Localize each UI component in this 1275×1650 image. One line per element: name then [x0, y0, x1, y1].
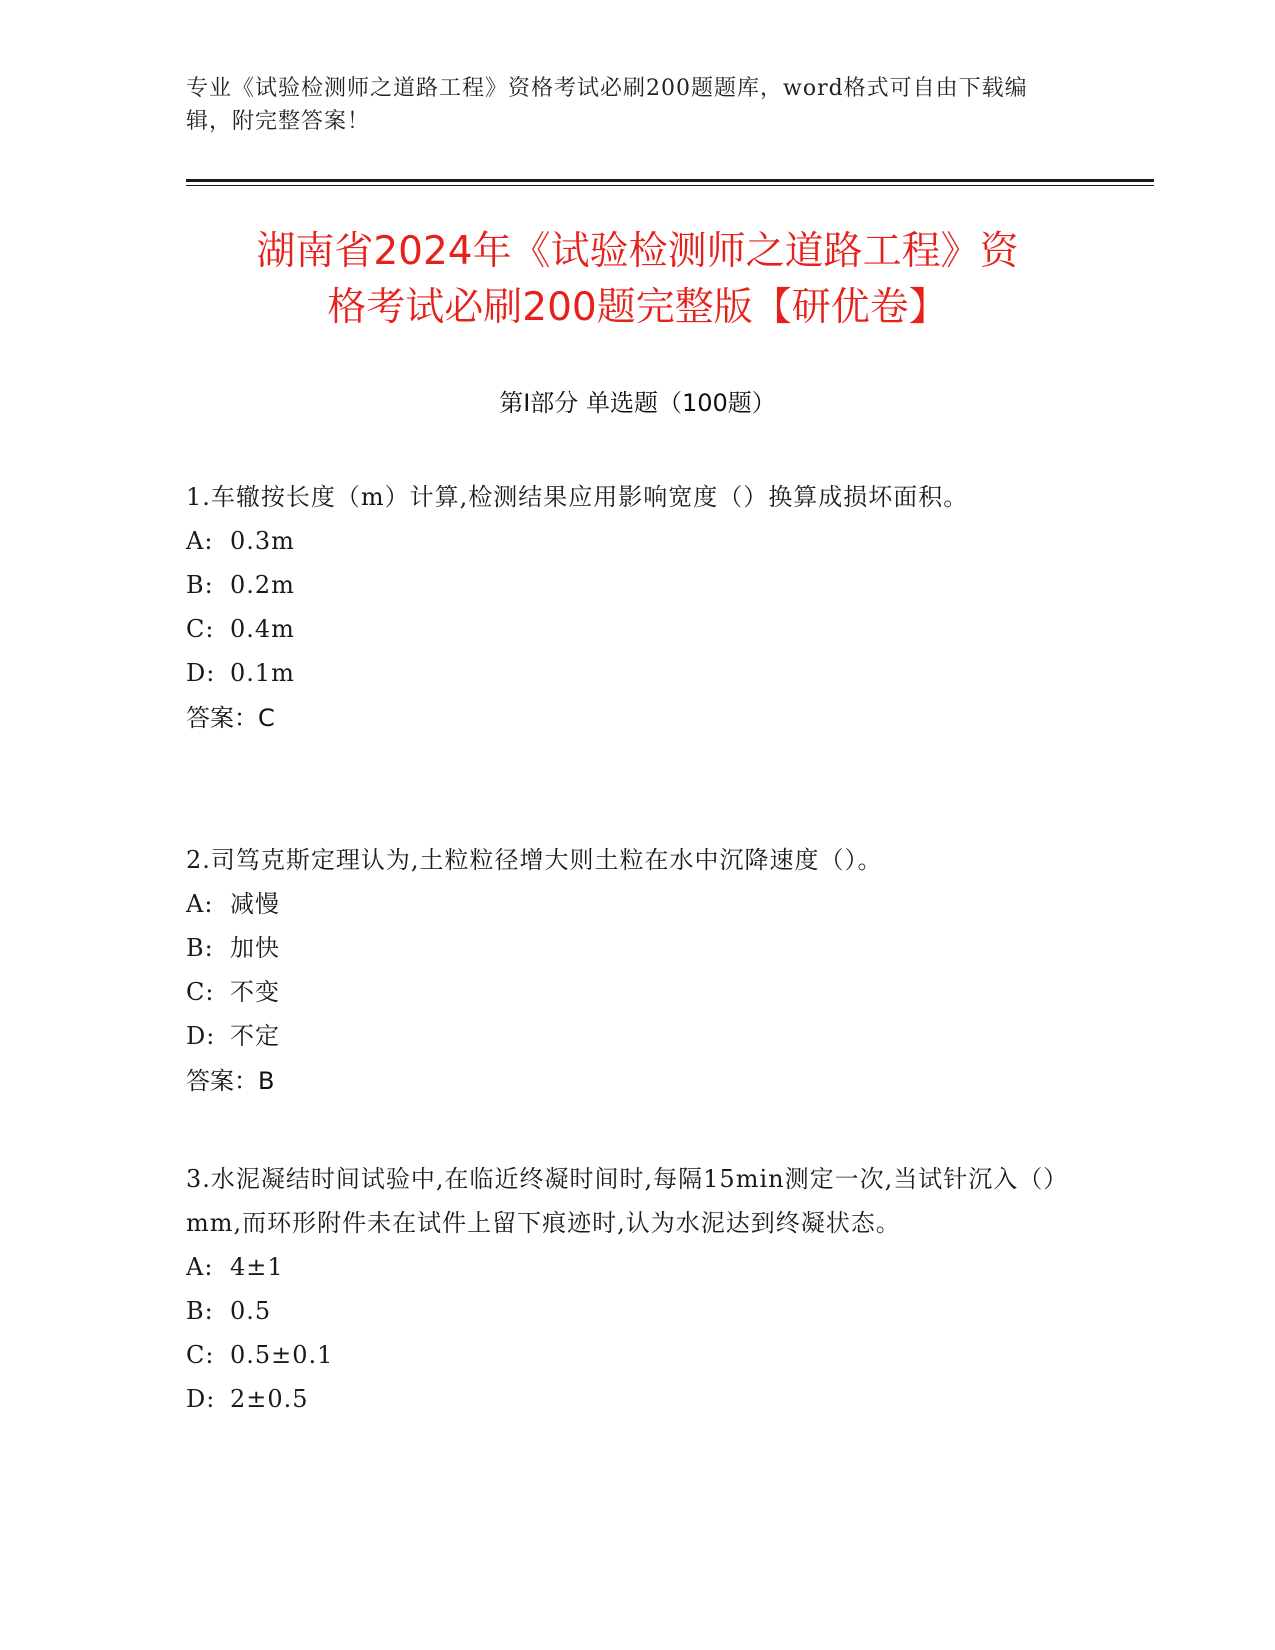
option-d [186, 1014, 1076, 1058]
option-value: 4±1 [230, 1253, 284, 1281]
document-title [150, 224, 1125, 336]
option-letter: C: [186, 615, 215, 643]
option-letter: A: [186, 527, 214, 555]
answer: 答案：C [186, 704, 275, 732]
question-text: 1.车辙按长度（m）计算,检测结果应用影响宽度（）换算成损坏面积。 [186, 483, 969, 511]
option-value: 2±0.5 [230, 1385, 309, 1413]
question-text: 2.司笃克斯定理认为,土粒粒径增大则土粒在水中沉降速度（）。 [186, 846, 883, 874]
option-value: 0.5 [230, 1297, 272, 1325]
option-a [186, 882, 1076, 926]
document-title-line-2: 格考试必刷200题完整版【研优卷】 [327, 285, 948, 330]
option-value: 0.1m [230, 659, 295, 687]
option-letter: B: [186, 571, 214, 599]
option-d [186, 1377, 1076, 1421]
header-note: 专业《试验检测师之道路工程》资格考试必刷200题题库，word格式可自由下载编辑，附完整答案！ [186, 76, 1028, 134]
option-value: 加快 [230, 934, 280, 962]
option-c [186, 607, 1076, 651]
header-divider-thin [186, 185, 1154, 186]
option-letter: B: [186, 1297, 214, 1325]
option-value: 不变 [230, 978, 280, 1006]
option-letter: C: [186, 978, 215, 1006]
option-letter: C: [186, 1341, 215, 1369]
option-a [186, 1245, 1076, 1289]
option-value: 0.2m [230, 571, 295, 599]
option-letter: D: [186, 659, 216, 687]
option-b [186, 1289, 1076, 1333]
option-a [186, 519, 1076, 563]
option-value: 不定 [230, 1022, 280, 1050]
option-letter: A: [186, 890, 214, 918]
option-value: 0.3m [230, 527, 295, 555]
question-1 [186, 475, 1076, 741]
question-text: 3.水泥凝结时间试验中,在临近终凝时间时,每隔15min测定一次,当试针沉入（）mm,而环形附件未在试件上留下痕迹时,认为水泥达到终凝状态。 [186, 1165, 1069, 1237]
option-letter: B: [186, 934, 214, 962]
option-b [186, 926, 1076, 970]
option-letter: D: [186, 1022, 216, 1050]
option-value: 0.4m [230, 615, 295, 643]
option-value: 减慢 [230, 890, 280, 918]
option-c [186, 970, 1076, 1014]
document-title-line-1: 湖南省2024年《试验检测师之道路工程》资 [256, 229, 1019, 274]
question-2 [186, 838, 1076, 1104]
option-d [186, 651, 1076, 695]
section-heading: 第I部分 单选题（100题） [499, 389, 776, 417]
option-letter: D: [186, 1385, 216, 1413]
answer: 答案：B [186, 1067, 275, 1095]
option-c [186, 1333, 1076, 1377]
header-divider-thick [186, 179, 1154, 182]
option-value: 0.5±0.1 [230, 1341, 334, 1369]
option-letter: A: [186, 1253, 214, 1281]
option-b [186, 563, 1076, 607]
question-3 [186, 1157, 1076, 1421]
